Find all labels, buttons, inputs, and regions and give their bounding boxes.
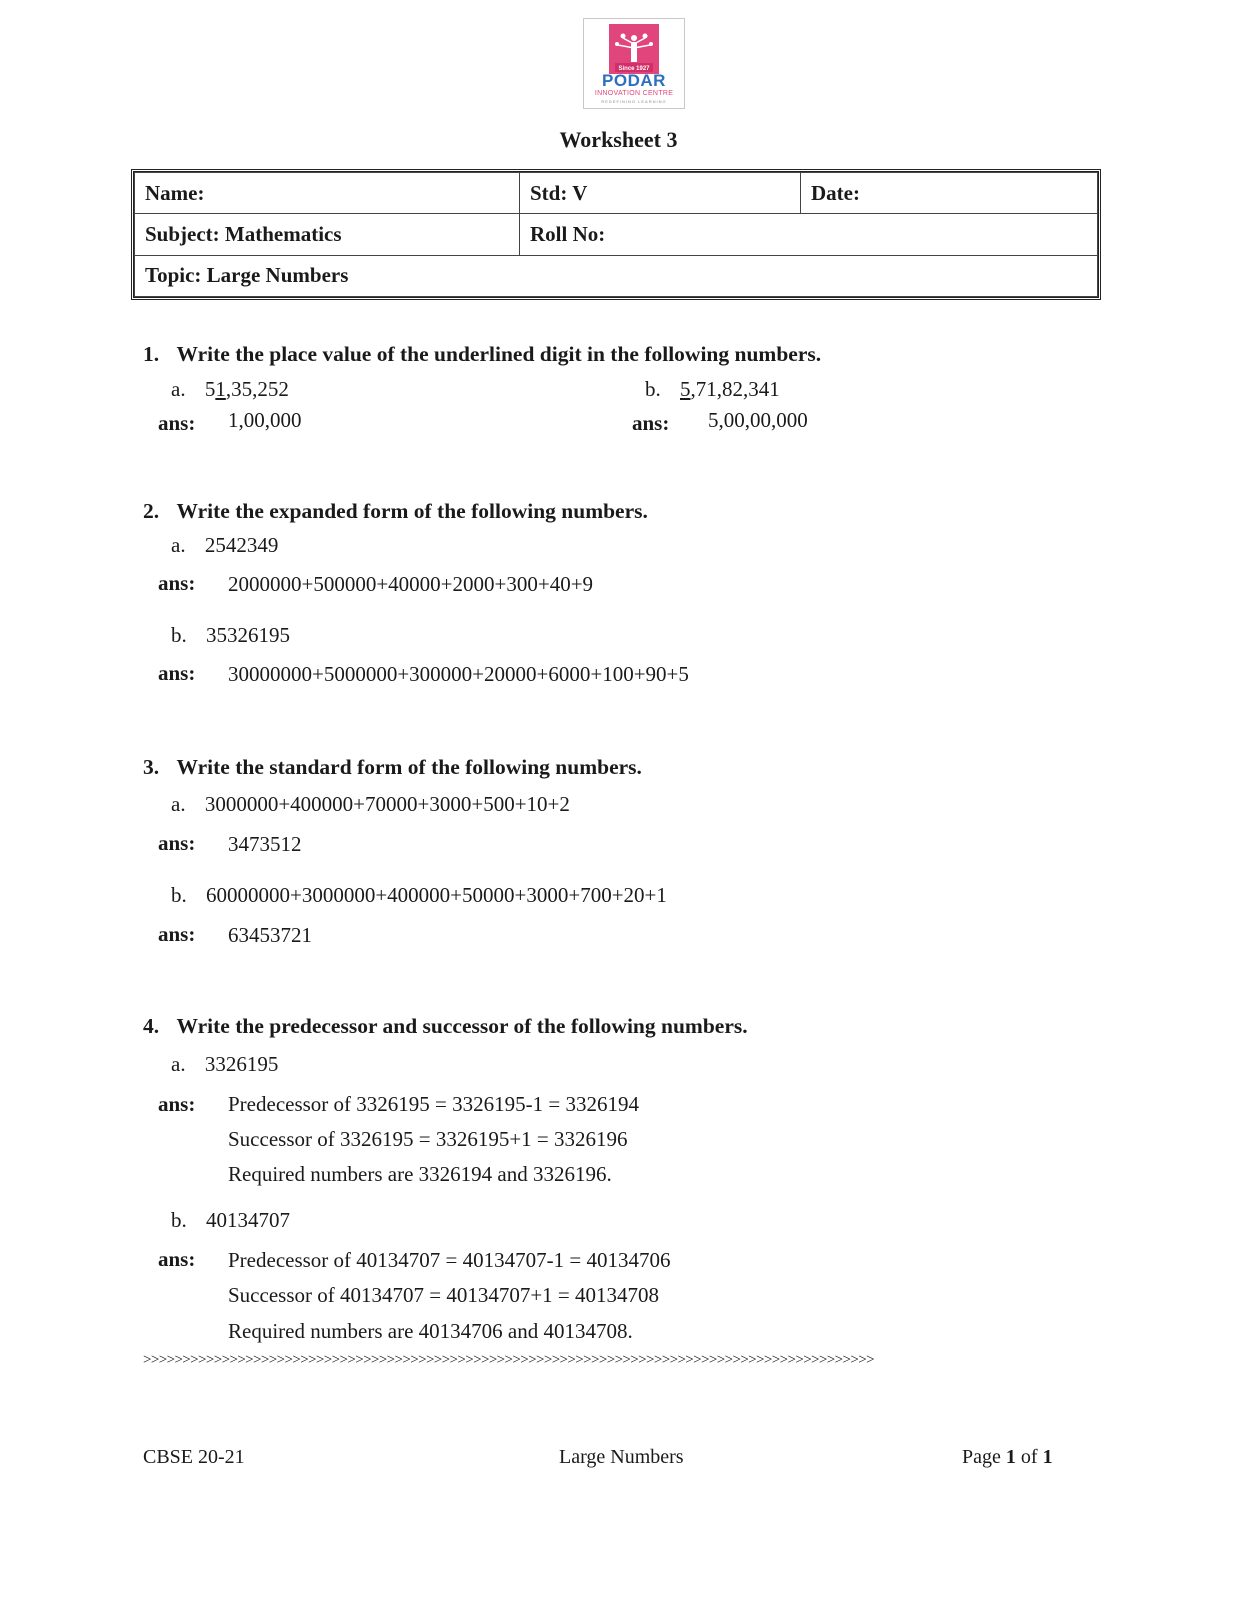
item-label: b.	[645, 377, 661, 401]
answer-label: ans:	[158, 831, 196, 855]
student-info-table	[131, 169, 1101, 300]
q1-item-b	[645, 377, 780, 402]
q4-item-b	[171, 1208, 290, 1233]
q3-answer-a: 3473512	[228, 832, 302, 856]
subject-field: Subject: Mathematics	[135, 214, 520, 255]
item-label: a.	[171, 1052, 186, 1076]
end-separator: >>>>>>>>>>>>>>>>>>>>>>>>>>>>>>>>>>>>>>>>>>>>>>>>>>>>>>>>>>>>>>>>>>>>>>>>>>>>>>>>>>>>>>>>>>>>>	[143, 1352, 874, 1368]
footer-center: Large Numbers	[559, 1446, 684, 1468]
q4-item-a	[171, 1052, 278, 1077]
q4-answer-a-line1: Predecessor of 3326195 = 3326195-1 = 3326194	[228, 1092, 639, 1116]
answer-label: ans:	[158, 661, 196, 685]
q2-item-b	[171, 623, 290, 648]
footer-left: CBSE 20-21	[143, 1446, 245, 1468]
item-value: 5,71,82,341	[680, 377, 780, 401]
answer-label: ans:	[158, 1092, 196, 1116]
item-value: 2542349	[204, 533, 279, 557]
answer-label: ans:	[158, 411, 196, 435]
q1-answer-a: 1,00,000	[228, 408, 302, 432]
q4-answer-b-line3: Required numbers are 40134706 and 40134708.	[228, 1319, 633, 1343]
question-4	[143, 1014, 748, 1039]
q3-item-b	[171, 883, 667, 908]
logo-tagline: REDEFINING LEARNING	[601, 99, 667, 104]
tree-emblem-icon	[609, 24, 659, 74]
q3-item-a	[171, 792, 570, 817]
answer-label: ans:	[158, 922, 196, 946]
item-value: 35326195	[206, 623, 290, 647]
q4-answer-b-line1: Predecessor of 40134707 = 40134707-1 = 40134706	[228, 1248, 671, 1272]
q4-answer-a-line3: Required numbers are 3326194 and 3326196.	[228, 1162, 612, 1186]
question-3	[143, 755, 642, 780]
question-number: 2.	[143, 499, 160, 523]
question-number: 3.	[143, 755, 160, 779]
name-field: Name:	[135, 173, 520, 214]
item-value: 40134707	[206, 1208, 290, 1232]
date-field: Date:	[801, 173, 1098, 214]
answer-label: ans:	[632, 411, 670, 435]
question-number: 4.	[143, 1014, 160, 1038]
item-label: a.	[171, 377, 186, 401]
question-1	[143, 342, 821, 367]
item-label: b.	[171, 623, 187, 647]
answer-label: ans:	[158, 571, 196, 595]
q4-answer-a-line2: Successor of 3326195 = 3326195+1 = 3326196	[228, 1127, 628, 1151]
item-label: b.	[171, 1208, 187, 1232]
std-field: Std: V	[520, 173, 801, 214]
topic-field: Topic: Large Numbers	[135, 255, 1098, 296]
underlined-digit: 1	[215, 377, 226, 401]
worksheet-title: Worksheet 3	[559, 127, 678, 152]
logo-since: Since 1927	[618, 66, 650, 72]
question-text: Write the standard form of the following numbers.	[176, 755, 642, 779]
q3-answer-b: 63453721	[228, 923, 312, 947]
q2-answer-b: 30000000+5000000+300000+20000+6000+100+90+5	[228, 662, 689, 686]
current-page: 1	[1005, 1446, 1016, 1468]
q4-answer-b-line2: Successor of 40134707 = 40134707+1 = 40134708	[228, 1283, 660, 1307]
question-text: Write the predecessor and successor of the following numbers.	[176, 1014, 748, 1038]
q1-item-a	[171, 377, 289, 402]
underlined-digit: 5	[680, 377, 691, 401]
answer-label: ans:	[158, 1247, 196, 1271]
question-text: Write the expanded form of the following numbers.	[176, 499, 648, 523]
question-text: Write the place value of the underlined digit in the following numbers.	[176, 342, 822, 366]
item-label: a.	[171, 792, 186, 816]
item-label: b.	[171, 883, 187, 907]
school-logo	[583, 18, 685, 109]
item-value: 51,35,252	[204, 377, 289, 401]
total-pages: 1	[1042, 1446, 1053, 1468]
q2-answer-a: 2000000+500000+40000+2000+300+40+9	[228, 572, 594, 596]
roll-no-field: Roll No:	[520, 214, 1098, 255]
logo-subtitle: INNOVATION CENTRE	[594, 90, 674, 97]
item-value: 3000000+400000+70000+3000+500+10+2	[204, 792, 570, 816]
q1-answer-b: 5,00,00,000	[708, 408, 808, 432]
item-value: 3326195	[204, 1052, 279, 1076]
question-number: 1.	[143, 342, 160, 366]
logo-name: PODAR	[602, 71, 666, 90]
page-number: Page 1 of 1	[962, 1446, 1053, 1468]
item-label: a.	[171, 533, 186, 557]
q2-item-a	[171, 533, 278, 558]
item-value: 60000000+3000000+400000+50000+3000+700+20+1	[206, 883, 667, 907]
question-2	[143, 499, 648, 524]
